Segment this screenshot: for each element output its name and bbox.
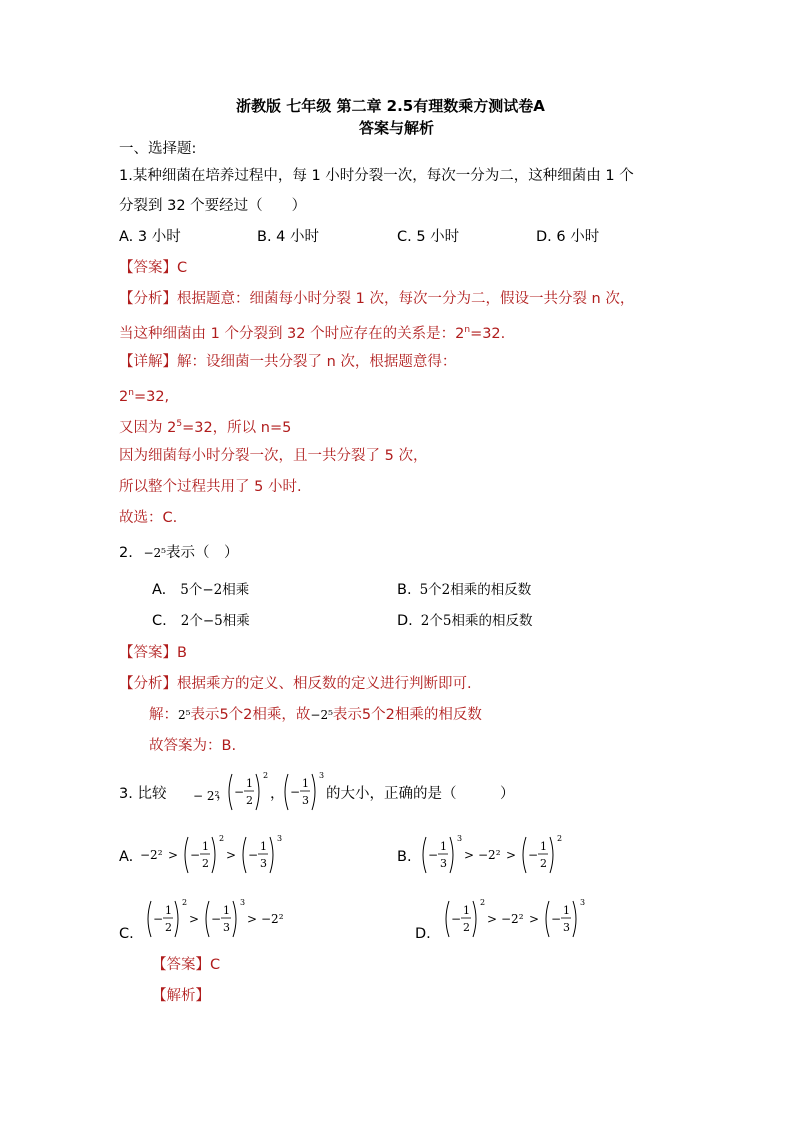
greater-than: > bbox=[464, 848, 475, 862]
q3-option-c-label: C. bbox=[119, 926, 134, 942]
q1-equation: $2^n=32$, bbox=[119, 388, 170, 405]
exponent: 3 bbox=[580, 898, 586, 907]
q2-option-b: B. 5个2相乘的相反数 bbox=[397, 582, 532, 598]
greater-than: > bbox=[189, 912, 200, 926]
q1-detail-heading: 【详解】解：设细菌一共分裂了 n 次，根据题意得： bbox=[119, 354, 457, 370]
minus-sign: − bbox=[190, 848, 201, 862]
q2-option-c: C. 2个−5相乘 bbox=[152, 613, 250, 629]
q3-answer: 【答案】C bbox=[152, 957, 221, 973]
left-paren bbox=[243, 837, 246, 873]
minus-two-squared: −2² bbox=[478, 848, 501, 862]
left-paren bbox=[423, 837, 426, 873]
denominator: 2 bbox=[202, 857, 209, 870]
q1-stem-line1: 1.某种细菌在培养过程中，每 1 小时分裂一次，每次一分为二，这种细菌由 1 个 bbox=[119, 168, 634, 184]
right-paren bbox=[175, 901, 178, 937]
q2-option-a: A. 5个−2相乘 bbox=[152, 582, 250, 598]
denominator: 3 bbox=[563, 921, 570, 934]
doc-subtitle: 答案与解析 bbox=[359, 119, 435, 137]
q3-option-b-label: B. bbox=[397, 849, 412, 865]
left-paren bbox=[185, 837, 188, 873]
q1-choose: 故选：C. bbox=[119, 510, 178, 526]
minus-sign: − bbox=[153, 912, 164, 926]
denominator: 3 bbox=[260, 857, 267, 870]
minus-sign: − bbox=[211, 912, 222, 926]
numerator: 1 bbox=[302, 777, 309, 790]
right-paren bbox=[312, 774, 315, 810]
left-paren bbox=[206, 901, 209, 937]
greater-than: > bbox=[487, 912, 498, 926]
exponent: 2 bbox=[219, 834, 225, 843]
q2-option-d: D. 2个5相乘的相反数 bbox=[397, 613, 533, 629]
right-paren bbox=[270, 837, 273, 873]
denominator: 2 bbox=[540, 857, 547, 870]
denominator: 2 bbox=[463, 921, 470, 934]
q1-stem-line2: 分裂到 32 个要经过（ ） bbox=[119, 198, 307, 214]
q3-option-d-label: D. bbox=[415, 926, 431, 942]
left-paren bbox=[523, 837, 526, 873]
q3-option-b-expression bbox=[420, 833, 563, 877]
q1-option-a: A. 3 小时 bbox=[119, 229, 181, 245]
exponent: 3 bbox=[457, 834, 463, 843]
q1-option-b: B. 4 小时 bbox=[257, 229, 320, 245]
minus-sign: − bbox=[234, 785, 245, 799]
minus-sign: − bbox=[428, 848, 439, 862]
q3-minus-two-squared: − 2² bbox=[193, 789, 220, 803]
left-paren bbox=[285, 774, 288, 810]
minus-sign: − bbox=[290, 785, 301, 799]
q3-number: 3. 比较 bbox=[119, 786, 167, 802]
minus-sign: − bbox=[451, 912, 462, 926]
right-paren bbox=[450, 837, 453, 873]
right-paren bbox=[573, 901, 576, 937]
minus-sign: − bbox=[528, 848, 539, 862]
q3-option-a-label: A. bbox=[119, 849, 134, 865]
greater-than: > bbox=[226, 848, 237, 862]
minus-two-squared: −2² bbox=[140, 848, 163, 862]
numerator: 1 bbox=[540, 840, 547, 853]
q1-analysis-line2: 当这种细菌由 1 个分裂到 32 个时应存在的关系是：$2^n=32$. bbox=[119, 325, 506, 342]
q3-analysis: 【解析】 bbox=[152, 988, 210, 1004]
left-paren bbox=[229, 774, 232, 810]
section-heading: 一、选择题: bbox=[119, 141, 197, 157]
exponent: 2 bbox=[263, 771, 269, 780]
left-paren bbox=[148, 901, 151, 937]
minus-two-squared: −2² bbox=[501, 912, 524, 926]
exponent: 3 bbox=[240, 898, 246, 907]
denominator: 2 bbox=[165, 921, 172, 934]
numerator: 1 bbox=[246, 777, 253, 790]
numerator: 1 bbox=[202, 840, 209, 853]
right-paren bbox=[256, 774, 259, 810]
denominator: 3 bbox=[440, 857, 447, 870]
minus-two-squared: −2² bbox=[261, 912, 284, 926]
q3-option-c-expression bbox=[145, 897, 285, 941]
right-paren bbox=[212, 837, 215, 873]
greater-than: > bbox=[506, 848, 517, 862]
q3-option-a-expression bbox=[140, 833, 283, 877]
greater-than: > bbox=[247, 912, 258, 926]
q3-expr-neg-third-cubed bbox=[282, 770, 324, 814]
q1-also-because: 又因为 $2^5=32$，所以 n=5 bbox=[119, 419, 292, 436]
q2-analysis: 【分析】根据乘方的定义、相反数的定义进行判断即可. bbox=[119, 676, 472, 692]
q1-option-d: D. 6 小时 bbox=[536, 229, 600, 245]
minus-sign: − bbox=[551, 912, 562, 926]
denominator: 3 bbox=[223, 921, 230, 934]
doc-title: 浙教版 七年级 第二章 2.5有理数乘方测试卷A bbox=[236, 97, 545, 115]
exponent: 3 bbox=[277, 834, 283, 843]
exponent: 2 bbox=[480, 898, 486, 907]
q1-analysis-line1: 【分析】根据题意：细菌每小时分裂 1 次，每次一分为二，假设一共分裂 n 次， bbox=[119, 291, 635, 307]
q3-stem-tail: 的大小，正确的是（ ） bbox=[326, 786, 515, 802]
numerator: 1 bbox=[165, 904, 172, 917]
right-paren bbox=[473, 901, 476, 937]
numerator: 1 bbox=[463, 904, 470, 917]
q2-expression: −2⁵ bbox=[143, 546, 166, 560]
q2-stem: 2. −2⁵表示（ ） bbox=[119, 545, 239, 561]
q3-expr-neg-half-squared bbox=[226, 770, 268, 814]
minus-sign: − bbox=[248, 848, 259, 862]
greater-than: > bbox=[529, 912, 540, 926]
q2-answer: 【答案】B bbox=[119, 645, 187, 661]
q1-because-line: 因为细菌每小时分裂一次，且一共分裂了 5 次， bbox=[119, 448, 428, 464]
q3-comma-2: ， bbox=[270, 786, 285, 802]
q3-option-d-expression bbox=[443, 897, 586, 941]
q1-option-c: C. 5 小时 bbox=[397, 229, 460, 245]
exponent: 2 bbox=[182, 898, 188, 907]
exponent: 3 bbox=[319, 771, 325, 780]
q1-so-line: 所以整个过程共用了 5 小时. bbox=[119, 479, 302, 495]
q3-comma-1: ， bbox=[216, 786, 231, 802]
denominator: 3 bbox=[302, 794, 309, 807]
left-paren bbox=[546, 901, 549, 937]
right-paren bbox=[550, 837, 553, 873]
left-paren bbox=[446, 901, 449, 937]
denominator: 2 bbox=[246, 794, 253, 807]
greater-than: > bbox=[168, 848, 179, 862]
numerator: 1 bbox=[563, 904, 570, 917]
numerator: 1 bbox=[260, 840, 267, 853]
q1-answer: 【答案】C bbox=[119, 260, 188, 276]
q2-final: 故答案为：B. bbox=[149, 738, 237, 754]
exponent: 2 bbox=[557, 834, 563, 843]
numerator: 1 bbox=[223, 904, 230, 917]
right-paren bbox=[233, 901, 236, 937]
numerator: 1 bbox=[440, 840, 447, 853]
q2-solution: 解：2⁵表示5个2相乘，故−2⁵表示5个2相乘的相反数 bbox=[149, 707, 482, 723]
